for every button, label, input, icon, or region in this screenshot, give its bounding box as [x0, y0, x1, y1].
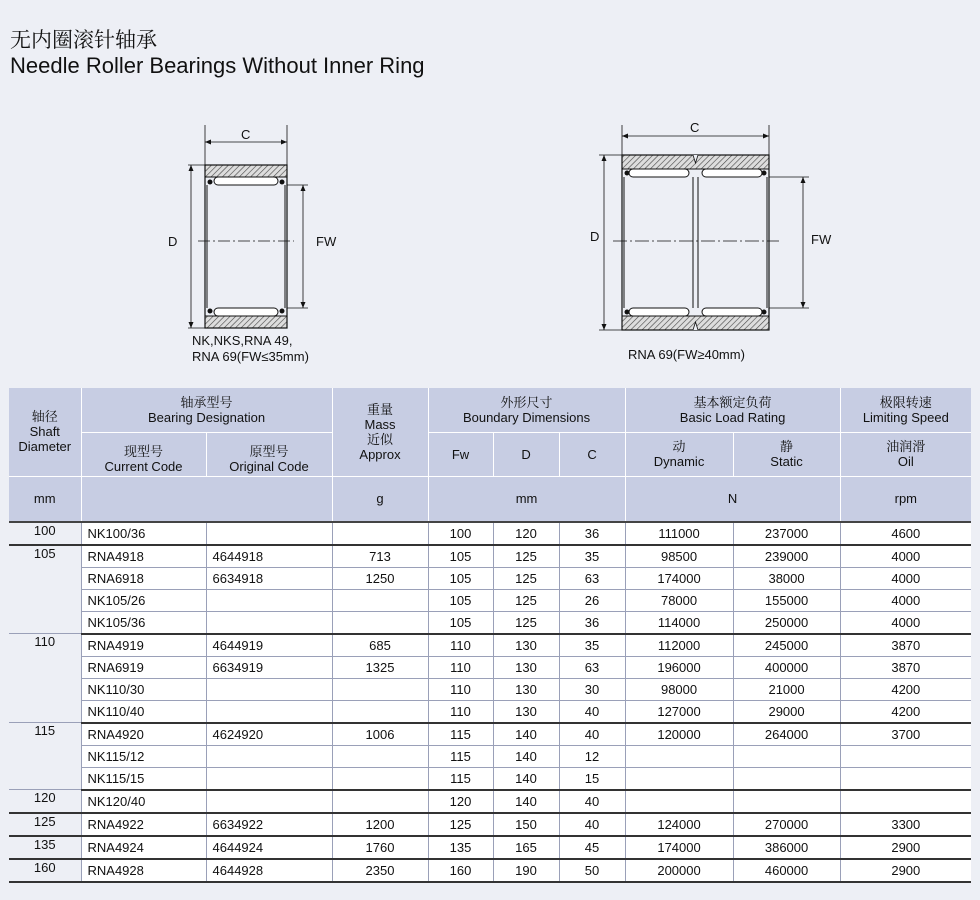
caption-left	[192, 333, 309, 365]
unit-mass: g	[332, 476, 428, 522]
cell-fw: 105	[428, 545, 493, 568]
cell-orig	[206, 700, 332, 723]
cell-speed	[840, 745, 971, 767]
cell-fw: 125	[428, 813, 493, 836]
cell-d: 125	[493, 611, 559, 634]
header-current-en: Current Code	[104, 458, 183, 474]
cell-orig: 4644924	[206, 836, 332, 859]
label-fw: FW	[316, 234, 337, 249]
cell-orig	[206, 790, 332, 813]
cell-c: 63	[559, 567, 625, 589]
cell-d: 130	[493, 678, 559, 700]
cell-shaft: 100	[9, 522, 81, 545]
header-dynamic	[625, 432, 733, 476]
header-static-cn: 静	[780, 439, 794, 454]
header-mass	[332, 388, 428, 476]
table-row	[9, 836, 971, 859]
bearing-diagram-double	[585, 115, 845, 340]
table-body	[9, 522, 971, 882]
header-boundary-en: Boundary Dimensions	[462, 409, 591, 425]
header-original-en: Original Code	[229, 458, 309, 474]
cell-mass: 685	[332, 634, 428, 657]
cell-stat: 386000	[733, 836, 840, 859]
label-c: C	[241, 127, 251, 142]
cell-code: NK105/36	[81, 611, 206, 634]
header-current-cn: 现型号	[123, 443, 163, 459]
cell-speed: 2900	[840, 836, 971, 859]
cell-speed	[840, 790, 971, 813]
cell-speed: 3300	[840, 813, 971, 836]
header-shaft-en2: Diameter	[18, 439, 72, 455]
cell-mass: 1325	[332, 656, 428, 678]
header-dynamic-en: Dynamic	[653, 454, 705, 469]
cell-c: 35	[559, 545, 625, 568]
unit-designation	[81, 476, 332, 522]
page-title-en: Needle Roller Bearings Without Inner Ring	[10, 53, 425, 78]
table-row	[9, 589, 971, 611]
table-row	[9, 611, 971, 634]
cell-c: 40	[559, 700, 625, 723]
unit-speed: rpm	[840, 476, 971, 522]
cell-stat: 21000	[733, 678, 840, 700]
cell-orig	[206, 678, 332, 700]
header-c: C	[559, 432, 625, 476]
cell-orig: 6634922	[206, 813, 332, 836]
cell-fw: 110	[428, 700, 493, 723]
bearing-spec-table	[9, 388, 971, 883]
unit-shaft: mm	[9, 476, 81, 522]
table-row	[9, 678, 971, 700]
cell-dyn: 78000	[625, 589, 733, 611]
header-load-en: Basic Load Rating	[679, 409, 786, 425]
cell-dyn: 174000	[625, 567, 733, 589]
cell-speed: 4000	[840, 611, 971, 634]
header-speed-cn: 极限转速	[879, 394, 932, 410]
table-row	[9, 634, 971, 657]
label-d: D	[590, 229, 600, 244]
table-row	[9, 723, 971, 746]
cell-code: RNA4918	[81, 545, 206, 568]
cell-code: RNA4928	[81, 859, 206, 882]
cell-dyn	[625, 767, 733, 790]
cell-fw: 105	[428, 567, 493, 589]
cell-code: RNA4919	[81, 634, 206, 657]
caption-left-line-1: NK,NKS,RNA 49,	[192, 333, 293, 348]
cell-dyn: 111000	[625, 522, 733, 545]
cell-d: 125	[493, 567, 559, 589]
header-boundary	[428, 388, 625, 432]
cell-stat: 400000	[733, 656, 840, 678]
header-boundary-cn: 外形尺寸	[500, 394, 553, 410]
cell-mass	[332, 745, 428, 767]
cell-c: 15	[559, 767, 625, 790]
cell-code: RNA6919	[81, 656, 206, 678]
header-approx-cn: 近似	[367, 431, 394, 447]
cell-fw: 115	[428, 723, 493, 746]
cell-dyn: 196000	[625, 656, 733, 678]
cell-mass: 1200	[332, 813, 428, 836]
cell-speed: 4000	[840, 545, 971, 568]
cell-dyn: 98500	[625, 545, 733, 568]
cell-fw: 120	[428, 790, 493, 813]
cell-dyn: 124000	[625, 813, 733, 836]
cell-speed: 2900	[840, 859, 971, 882]
header-d: D	[493, 432, 559, 476]
header-designation-en: Bearing Designation	[147, 409, 266, 425]
cell-speed: 4000	[840, 589, 971, 611]
cell-shaft: 135	[9, 836, 81, 859]
cell-stat: 38000	[733, 567, 840, 589]
caption-right	[628, 347, 745, 363]
cell-d: 165	[493, 836, 559, 859]
cell-stat: 239000	[733, 545, 840, 568]
cell-dyn: 127000	[625, 700, 733, 723]
cell-fw: 105	[428, 589, 493, 611]
header-dynamic-cn: 动	[672, 439, 686, 454]
table-row	[9, 656, 971, 678]
cell-orig	[206, 522, 332, 545]
cell-mass: 2350	[332, 859, 428, 882]
cell-c: 26	[559, 589, 625, 611]
cell-shaft: 160	[9, 859, 81, 882]
cell-orig: 6634919	[206, 656, 332, 678]
cell-stat	[733, 745, 840, 767]
cell-d: 140	[493, 723, 559, 746]
cell-d: 190	[493, 859, 559, 882]
cell-fw: 110	[428, 634, 493, 657]
unit-load: N	[625, 476, 840, 522]
cell-dyn: 200000	[625, 859, 733, 882]
cell-code: NK110/40	[81, 700, 206, 723]
cell-shaft: 115	[9, 723, 81, 790]
cell-code: RNA6918	[81, 567, 206, 589]
header-current-code	[81, 432, 206, 476]
cell-c: 45	[559, 836, 625, 859]
cell-speed: 4600	[840, 522, 971, 545]
cell-mass	[332, 767, 428, 790]
cell-code: NK100/36	[81, 522, 206, 545]
cell-d: 125	[493, 589, 559, 611]
cell-orig	[206, 611, 332, 634]
cell-c: 30	[559, 678, 625, 700]
header-shaft-en1: Shaft	[29, 424, 60, 440]
cell-dyn: 120000	[625, 723, 733, 746]
cell-code: NK115/12	[81, 745, 206, 767]
cell-code: RNA4924	[81, 836, 206, 859]
cell-fw: 110	[428, 678, 493, 700]
header-designation-cn: 轴承型号	[180, 394, 233, 410]
cell-stat: 29000	[733, 700, 840, 723]
cell-d: 130	[493, 634, 559, 657]
cell-orig: 4624920	[206, 723, 332, 746]
cell-c: 36	[559, 522, 625, 545]
cell-speed: 4200	[840, 678, 971, 700]
header-load-cn: 基本额定负荷	[693, 394, 772, 410]
table-row	[9, 745, 971, 767]
cell-speed: 3870	[840, 656, 971, 678]
cell-fw: 115	[428, 767, 493, 790]
cell-d: 140	[493, 790, 559, 813]
label-d: D	[168, 234, 178, 249]
header-original-cn: 原型号	[249, 443, 289, 459]
caption-right-line-1: RNA 69(FW≥40mm)	[628, 347, 745, 362]
table-row	[9, 700, 971, 723]
cell-c: 36	[559, 611, 625, 634]
cell-c: 35	[559, 634, 625, 657]
cell-stat: 237000	[733, 522, 840, 545]
header-mass-en: Mass	[364, 416, 396, 432]
cell-mass	[332, 790, 428, 813]
table-row	[9, 859, 971, 882]
header-fw: Fw	[428, 432, 493, 476]
cell-stat: 245000	[733, 634, 840, 657]
cell-shaft: 125	[9, 813, 81, 836]
cell-code: NK115/15	[81, 767, 206, 790]
bearing-diagram-single	[160, 120, 360, 340]
cell-code: NK105/26	[81, 589, 206, 611]
cell-orig	[206, 767, 332, 790]
cell-mass	[332, 611, 428, 634]
cell-orig: 6634918	[206, 567, 332, 589]
cell-orig: 4644919	[206, 634, 332, 657]
cell-d: 140	[493, 767, 559, 790]
table-row	[9, 567, 971, 589]
header-shaft	[9, 388, 81, 476]
header-oil-en: Oil	[897, 454, 914, 469]
header-static	[733, 432, 840, 476]
cell-mass	[332, 589, 428, 611]
header-speed	[840, 388, 971, 432]
cell-d: 125	[493, 545, 559, 568]
cell-stat	[733, 790, 840, 813]
table-row	[9, 522, 971, 545]
cell-dyn: 174000	[625, 836, 733, 859]
label-c: C	[690, 120, 700, 135]
cell-d: 120	[493, 522, 559, 545]
cell-stat: 155000	[733, 589, 840, 611]
header-speed-en: Limiting Speed	[862, 409, 949, 425]
cell-c: 40	[559, 723, 625, 746]
cell-mass	[332, 700, 428, 723]
cell-c: 50	[559, 859, 625, 882]
cell-stat: 250000	[733, 611, 840, 634]
cell-mass: 1006	[332, 723, 428, 746]
cell-dyn: 98000	[625, 678, 733, 700]
cell-mass: 713	[332, 545, 428, 568]
cell-shaft: 110	[9, 634, 81, 723]
cell-fw: 115	[428, 745, 493, 767]
cell-code: RNA4920	[81, 723, 206, 746]
header-load-rating	[625, 388, 840, 432]
cell-fw: 110	[428, 656, 493, 678]
cell-speed: 4000	[840, 567, 971, 589]
cell-c: 40	[559, 813, 625, 836]
cell-shaft: 120	[9, 790, 81, 813]
cell-fw: 160	[428, 859, 493, 882]
header-static-en: Static	[770, 454, 803, 469]
cell-orig: 4644928	[206, 859, 332, 882]
table-row	[9, 790, 971, 813]
cell-speed: 4200	[840, 700, 971, 723]
cell-orig: 4644918	[206, 545, 332, 568]
cell-orig	[206, 589, 332, 611]
unit-dimensions: mm	[428, 476, 625, 522]
header-approx-en: Approx	[359, 446, 401, 462]
cell-orig	[206, 745, 332, 767]
cell-fw: 135	[428, 836, 493, 859]
cell-mass: 1760	[332, 836, 428, 859]
cell-stat	[733, 767, 840, 790]
header-shaft-cn: 轴径	[31, 409, 58, 425]
cell-c: 12	[559, 745, 625, 767]
caption-left-line-2: RNA 69(FW≤35mm)	[192, 349, 309, 364]
cell-code: RNA4922	[81, 813, 206, 836]
table-row	[9, 813, 971, 836]
cell-stat: 460000	[733, 859, 840, 882]
header-original-code	[206, 432, 332, 476]
header-designation	[81, 388, 332, 432]
page-title-cn: 无内圈滚针轴承	[10, 28, 157, 52]
table-row	[9, 545, 971, 568]
header-oil-cn: 油润滑	[886, 439, 926, 454]
cell-mass: 1250	[332, 567, 428, 589]
cell-speed: 3700	[840, 723, 971, 746]
cell-dyn: 114000	[625, 611, 733, 634]
cell-d: 130	[493, 700, 559, 723]
cell-speed	[840, 767, 971, 790]
cell-shaft: 105	[9, 545, 81, 634]
cell-c: 63	[559, 656, 625, 678]
header-mass-cn: 重量	[367, 401, 394, 417]
cell-fw: 105	[428, 611, 493, 634]
cell-dyn	[625, 745, 733, 767]
cell-mass	[332, 522, 428, 545]
cell-fw: 100	[428, 522, 493, 545]
cell-code: NK110/30	[81, 678, 206, 700]
cell-c: 40	[559, 790, 625, 813]
cell-mass	[332, 678, 428, 700]
cell-d: 150	[493, 813, 559, 836]
cell-stat: 270000	[733, 813, 840, 836]
cell-stat: 264000	[733, 723, 840, 746]
header-oil	[840, 432, 971, 476]
cell-dyn	[625, 790, 733, 813]
label-fw: FW	[811, 232, 832, 247]
cell-speed: 3870	[840, 634, 971, 657]
cell-dyn: 112000	[625, 634, 733, 657]
cell-d: 130	[493, 656, 559, 678]
cell-code: NK120/40	[81, 790, 206, 813]
table-row	[9, 767, 971, 790]
cell-d: 140	[493, 745, 559, 767]
